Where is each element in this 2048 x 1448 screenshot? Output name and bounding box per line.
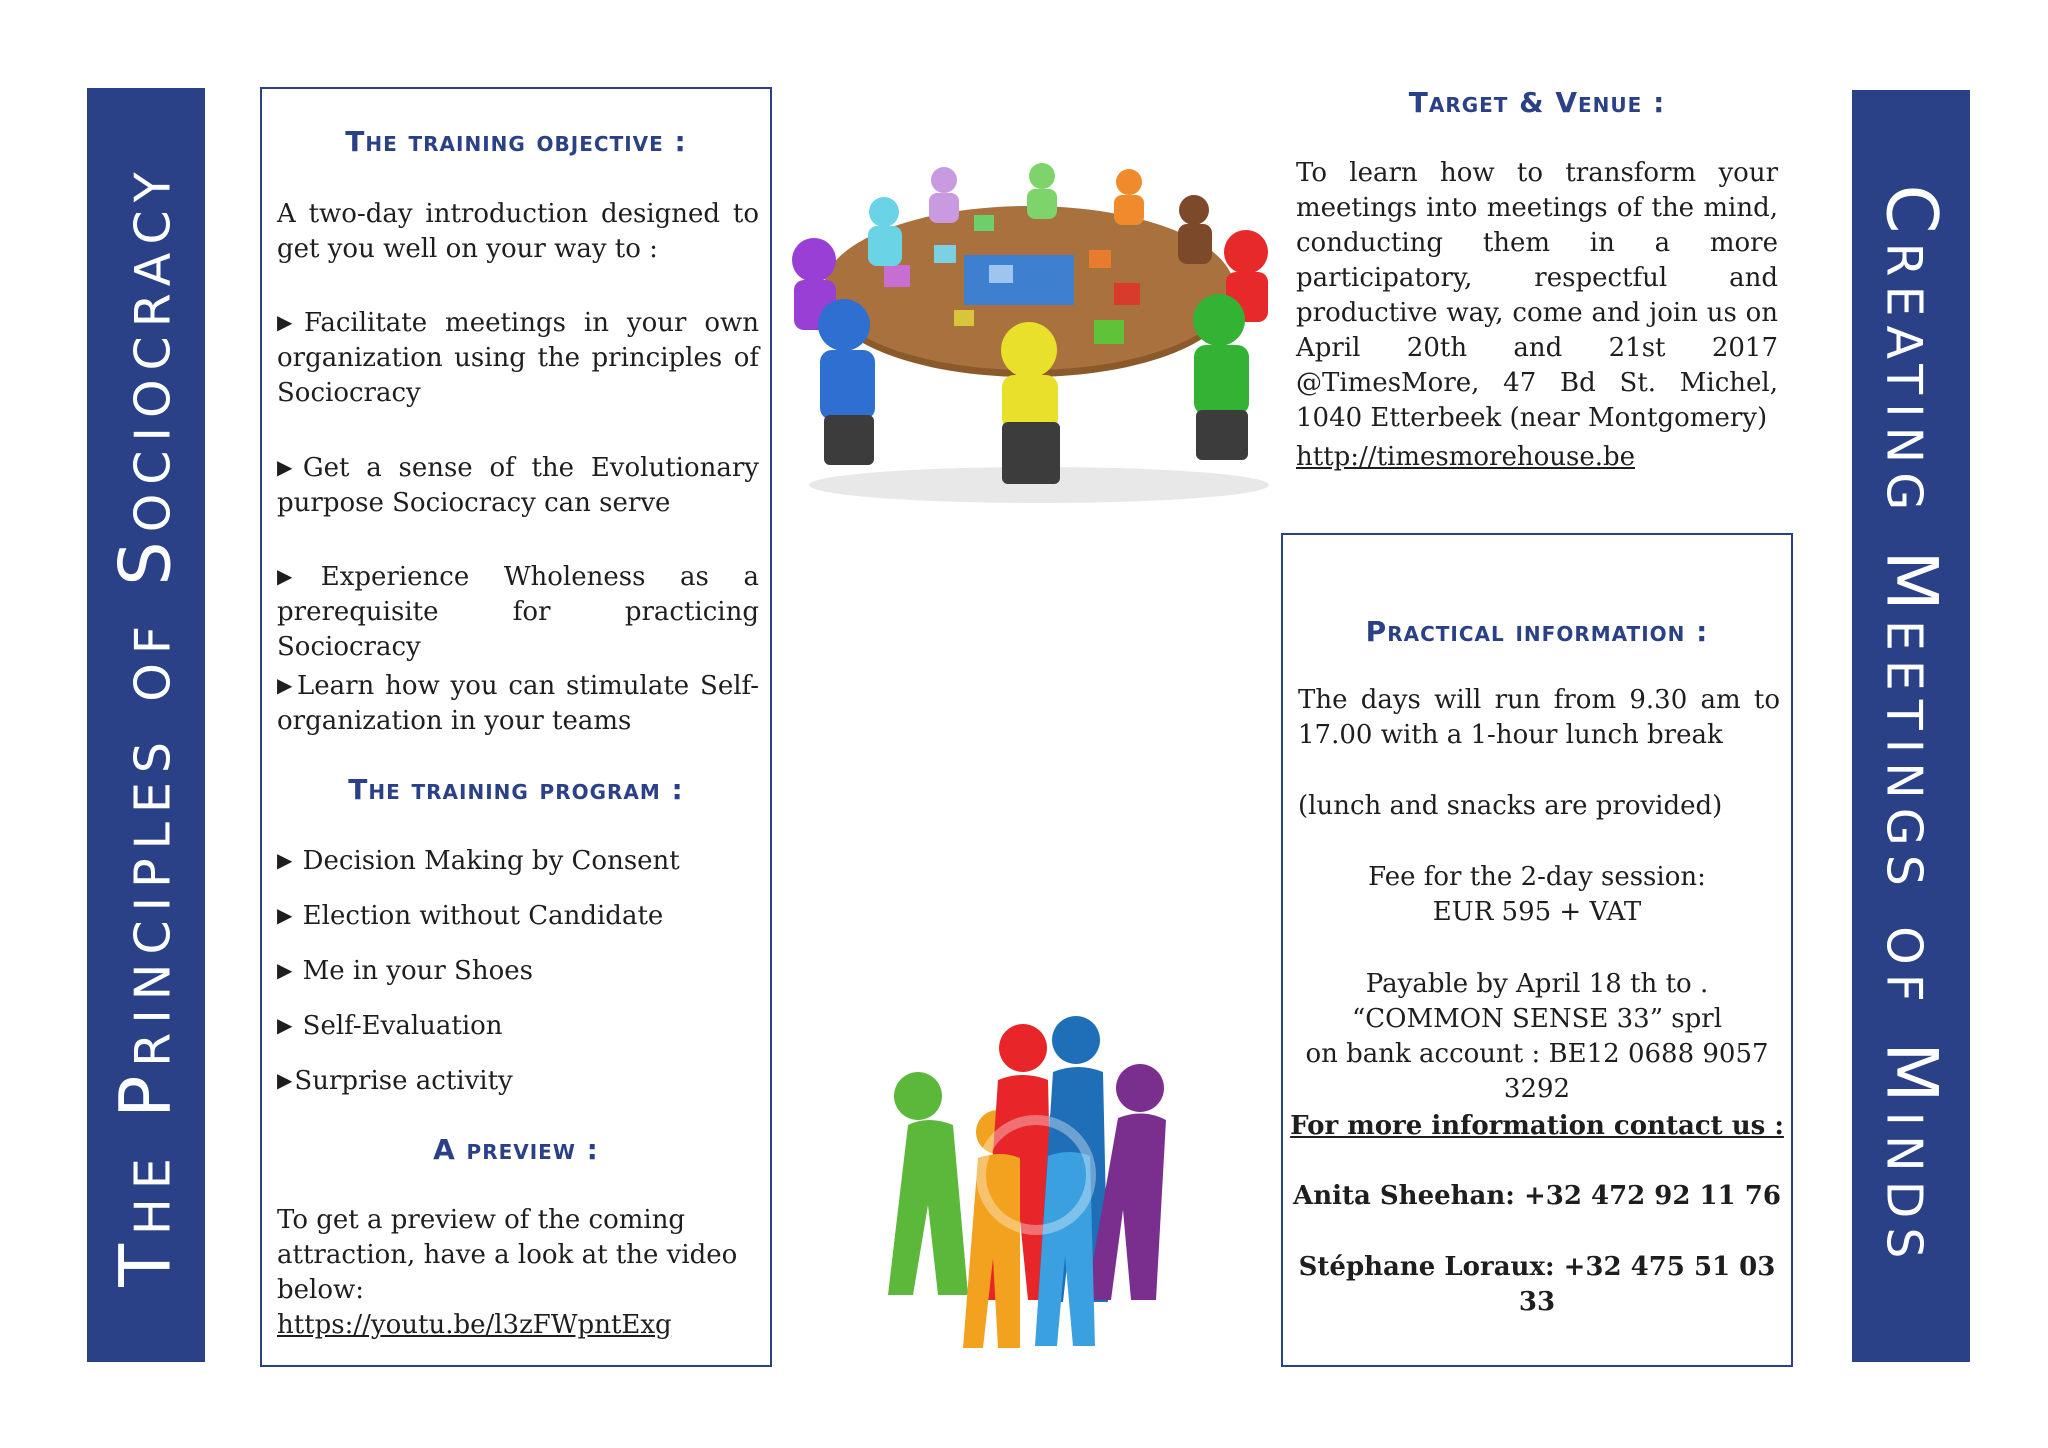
bullet-icon: ▶ [277, 673, 295, 697]
preview-heading: A preview : [433, 1133, 599, 1166]
program-item-text: Election without Candidate [294, 901, 664, 931]
group-hug-illustration [878, 1010, 1208, 1360]
contact-stephane: Stéphane Loraux: +32 475 51 03 33 [1298, 1252, 1776, 1317]
objective-item [277, 450, 759, 521]
objective-item-text: Experience Wholeness as a prerequisite for practicing Sociocracy [277, 562, 759, 662]
program-item-text: Self-Evaluation [294, 1011, 503, 1041]
left-band-title: The Principles of Sociocracy [105, 163, 187, 1287]
bullet-icon: ▶ [277, 564, 319, 588]
contact-anita: Anita Sheehan: +32 472 92 11 76 [1293, 1181, 1781, 1211]
target-section [1281, 86, 1793, 126]
objective-item [277, 305, 759, 411]
fee-label: Fee for the 2-day session: [1368, 862, 1706, 892]
program-item [277, 898, 759, 934]
program-item-text: Decision Making by Consent [294, 846, 680, 876]
training-info-panel [260, 87, 772, 1367]
bullet-icon: ▶ [277, 310, 303, 334]
objective-item [277, 559, 759, 665]
venue-link[interactable]: http://timesmorehouse.be [1296, 442, 1636, 472]
program-item [277, 953, 759, 989]
objective-item-text: Get a sense of the Evolutionary purpose Sociocracy can serve [277, 453, 759, 518]
objective-item-text: Learn how you can stimulate Self-organization in your teams [277, 671, 759, 736]
program-heading: The training program : [348, 773, 684, 806]
program-item-text: Me in your Shoes [294, 956, 533, 986]
objective-item-text: Facilitate meetings in your own organization using the principles of Sociocracy [277, 308, 759, 408]
bullet-icon: ▶ [277, 1013, 293, 1037]
video-link[interactable]: https://youtu.be/l3zFWpntExg [277, 1310, 672, 1340]
bullet-icon: ▶ [277, 848, 293, 872]
company-text: “COMMON SENSE 33” sprl [1351, 1004, 1723, 1034]
bullet-icon: ▶ [277, 1068, 293, 1092]
objective-item [277, 668, 759, 739]
objective-heading: The training objective : [345, 125, 687, 158]
lunch-text: (lunch and snacks are provided) [1298, 791, 1723, 821]
schedule-text: The days will run from 9.30 am to 17.00 with a 1-hour lunch break [1298, 685, 1780, 750]
meeting-table-illustration [784, 160, 1288, 510]
practical-info-panel [1281, 533, 1793, 1367]
program-item [277, 1063, 759, 1099]
contact-heading: For more information contact us : [1290, 1111, 1784, 1141]
right-title-band [1852, 90, 1970, 1362]
bullet-icon: ▶ [277, 958, 293, 982]
bullet-icon: ▶ [277, 455, 301, 479]
program-item [277, 1008, 759, 1044]
bullet-icon: ▶ [277, 903, 293, 927]
program-item [277, 843, 759, 879]
objective-intro: A two-day introduction designed to get you well on your way to : [277, 199, 759, 264]
target-text: To learn how to transform your meetings into meetings of the mind, conducting them in a more participatory, respectful and productive way, come and join us on April 20th and 21st 2017 @TimesMore, 47 Bd St. Michel, 1040 Etterbeek (near Montgomery) [1296, 158, 1778, 433]
bank-account: on bank account : BE12 0688 9057 3292 [1305, 1039, 1769, 1104]
preview-description: To get a preview of the coming attraction, have a look at the video below: [277, 1205, 738, 1305]
practical-heading: Practical information : [1365, 615, 1709, 648]
program-item-text: Surprise activity [294, 1066, 513, 1096]
left-title-band [87, 88, 205, 1362]
payable-text: Payable by April 18 th to . [1365, 969, 1709, 999]
target-heading: Target & Venue : [1408, 86, 1666, 119]
right-band-title: Creating Meetings of Minds [1870, 184, 1952, 1268]
fee-value: EUR 595 + VAT [1432, 897, 1642, 927]
preview-text [277, 1203, 759, 1343]
